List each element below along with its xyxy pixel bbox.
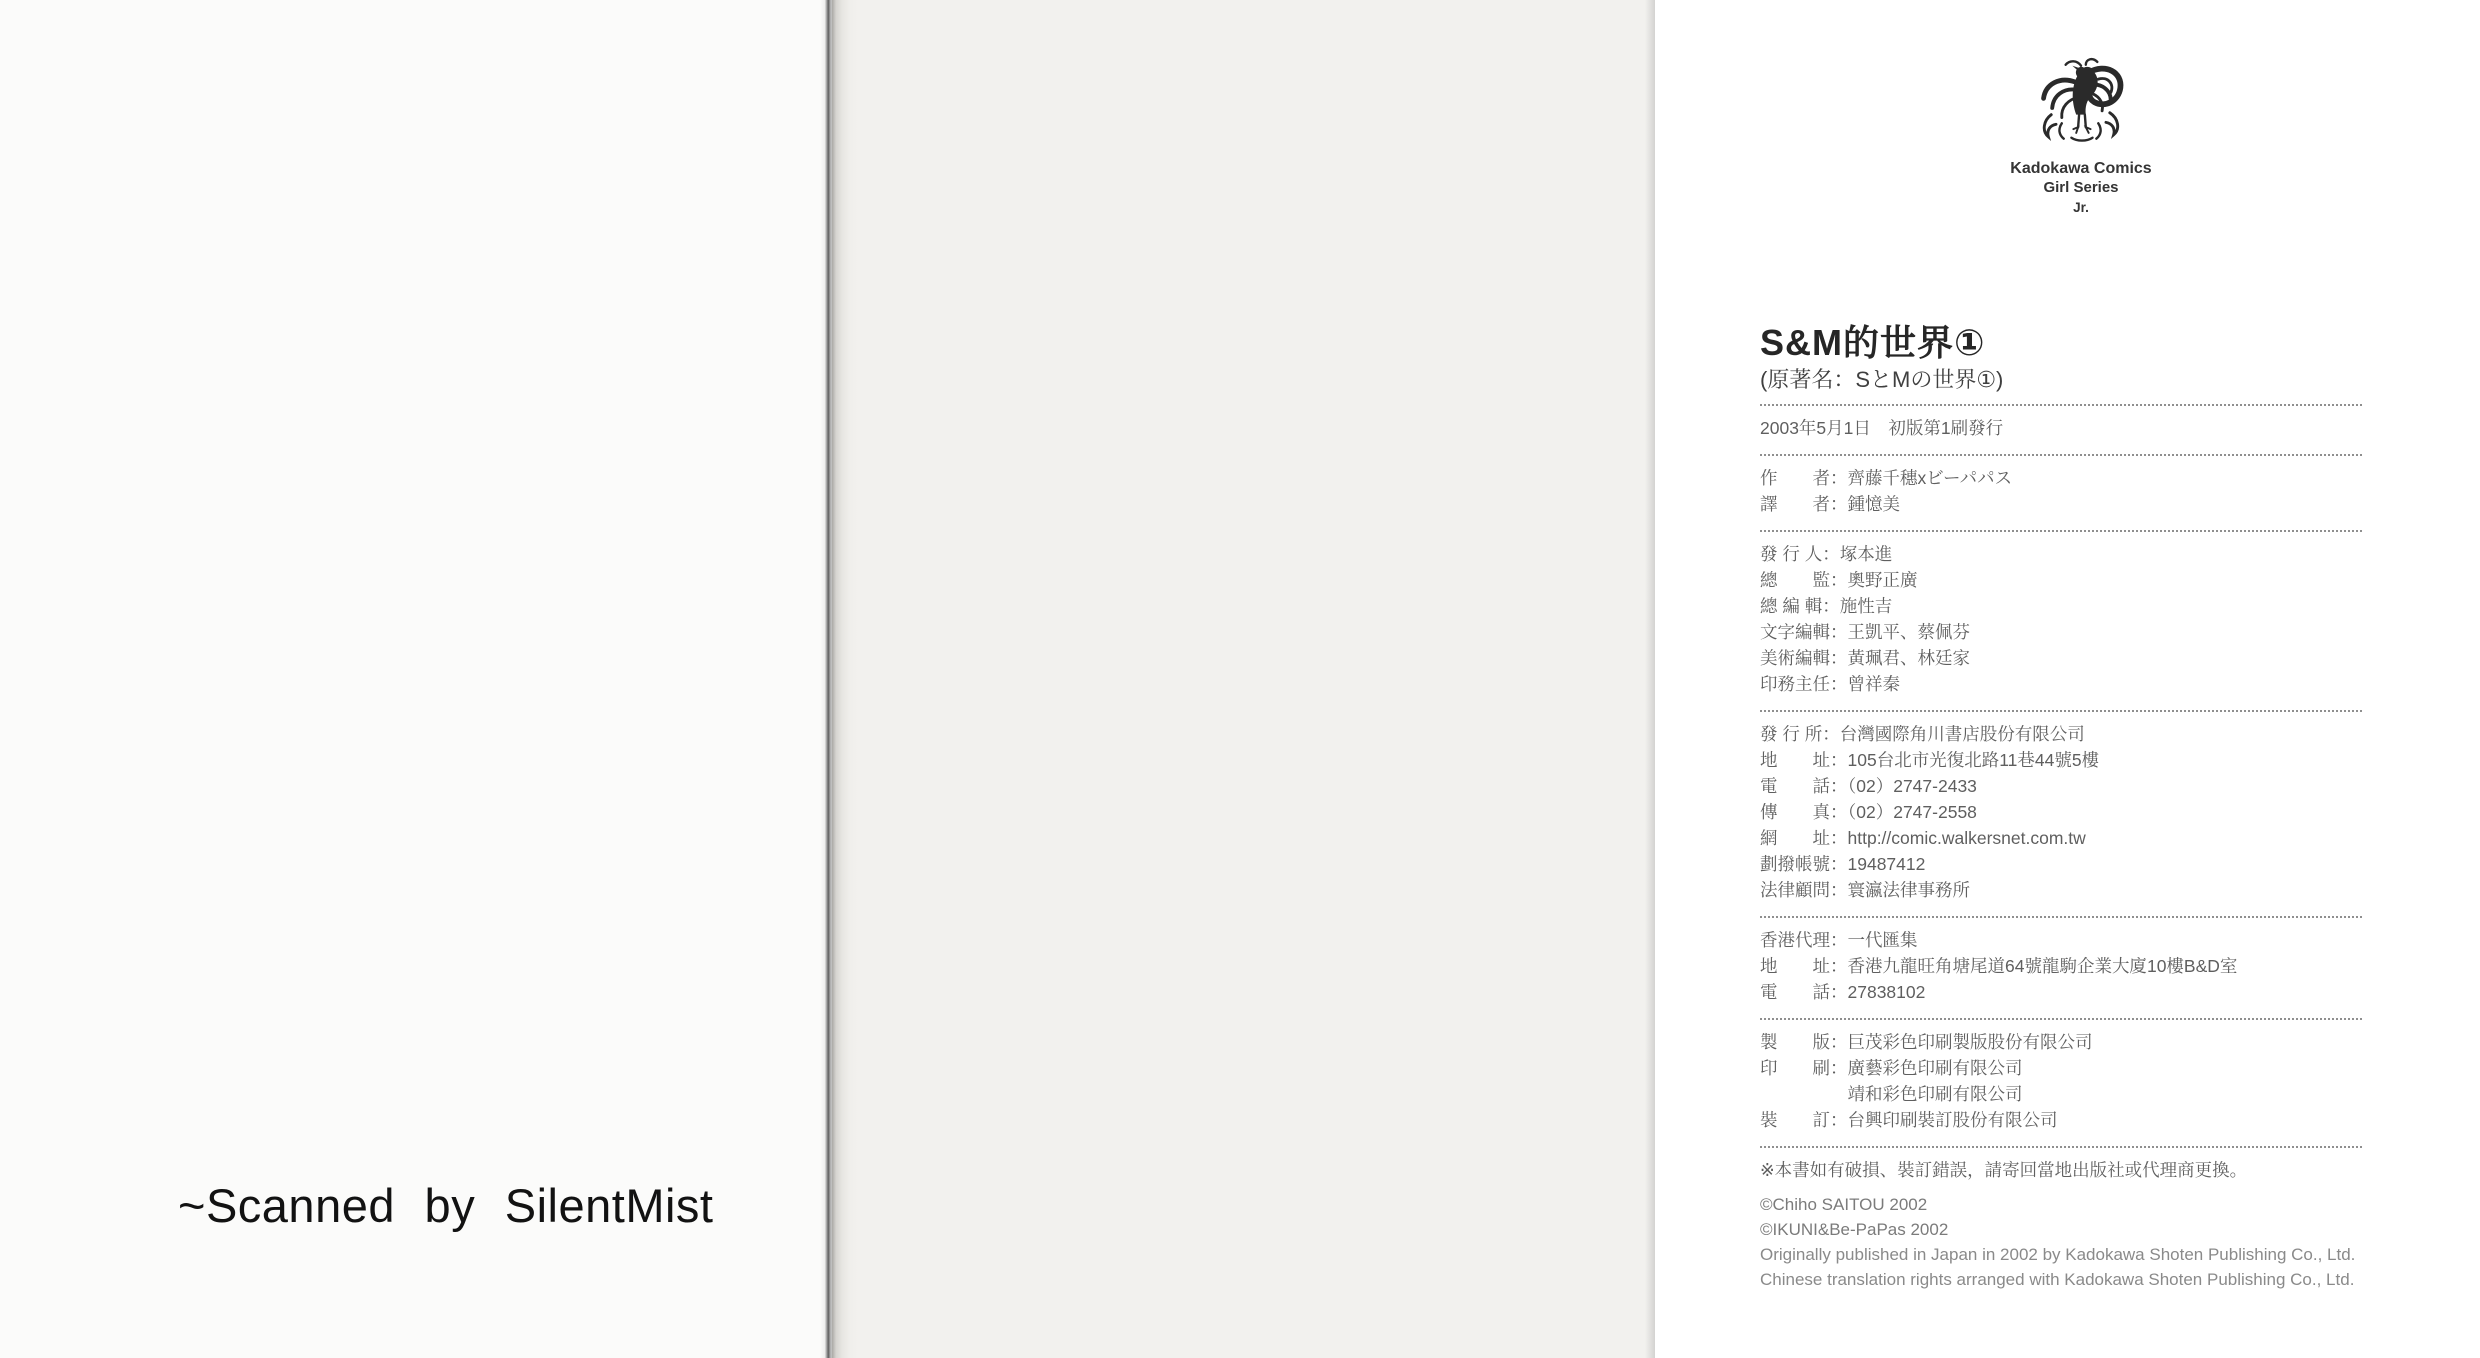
colophon-section bbox=[1760, 719, 2362, 909]
colophon-page bbox=[832, 0, 2356, 1358]
colophon-section bbox=[1760, 1155, 2362, 1189]
text-line: ©Chiho SAITOU 2002 bbox=[1760, 1195, 1928, 1214]
colophon-section bbox=[1760, 413, 2362, 447]
text-line: Jr. bbox=[2073, 200, 2089, 215]
dotted-divider bbox=[1760, 1146, 2362, 1148]
colophon-section bbox=[1760, 1027, 2362, 1139]
dotted-divider bbox=[1760, 454, 2362, 456]
text-line: 文字編輯：王凱平、蔡佩芬 bbox=[1760, 622, 1970, 642]
colophon-sections bbox=[1760, 404, 2362, 1189]
text-line: 傳 真：（02）2747-2558 bbox=[1760, 802, 1977, 822]
text-line: 總 編 輯：施性吉 bbox=[1760, 596, 1893, 616]
text-line: 譯 者：鍾憶美 bbox=[1760, 494, 1900, 514]
book-title: S&M的世界① bbox=[1760, 322, 1986, 363]
text-line: 發 行 所：台灣國際角川書店股份有限公司 bbox=[1760, 724, 2085, 744]
text-line: ©IKUNI&Be-PaPas 2002 bbox=[1760, 1220, 1949, 1239]
colophon-section bbox=[1760, 925, 2362, 1011]
left-blank-page bbox=[0, 0, 826, 1358]
text-line: 香港代理：一代匯集 bbox=[1760, 930, 1918, 950]
text-line: Kadokawa Comics bbox=[2010, 160, 2152, 177]
text-line: 美術編輯：黃珮君、林廷家 bbox=[1760, 648, 1970, 668]
colophon-section bbox=[1760, 539, 2362, 703]
logo-series-text bbox=[1950, 160, 2212, 216]
text-line: 印 刷：廣藝彩色印刷有限公司 bbox=[1760, 1058, 2023, 1078]
text-line: 作 者：齊藤千穗xビーパパス bbox=[1760, 468, 2013, 488]
text-line: ※本書如有破損、裝訂錯誤，請寄回當地出版社或代理商更換。 bbox=[1760, 1160, 2248, 1180]
kadokawa-phoenix-logo-icon bbox=[2033, 58, 2129, 156]
text-line: 發 行 人：塚本進 bbox=[1760, 544, 1893, 564]
scanner-credit-text: ~Scanned by SilentMist bbox=[178, 1179, 714, 1232]
dotted-divider bbox=[1760, 710, 2362, 712]
text-line: Chinese translation rights arranged with Kadokawa Shoten Publishing Co., Ltd. bbox=[1760, 1270, 2355, 1289]
text-line: 地 址：105台北市光復北路11巷44號5樓 bbox=[1760, 750, 2100, 770]
text-line: Originally published in Japan in 2002 by Kadokawa Shoten Publishing Co., Ltd. bbox=[1760, 1245, 2356, 1264]
colophon-section bbox=[1760, 463, 2362, 523]
colophon-block bbox=[1760, 322, 2362, 1189]
copyright-block bbox=[1760, 1192, 2480, 1292]
text-line: 電 話：（02）2747-2433 bbox=[1760, 776, 1977, 796]
text-line: 地 址：香港九龍旺角塘尾道64號龍駒企業大廈10樓B&D室 bbox=[1760, 956, 2238, 976]
text-line: 印務主任：曾祥秦 bbox=[1760, 674, 1900, 694]
publisher-logo-block bbox=[1950, 58, 2212, 216]
original-title: (原著名：SとMの世界①) bbox=[1760, 367, 2004, 392]
text-line: 裝 訂：台興印刷裝訂股份有限公司 bbox=[1760, 1110, 2058, 1130]
dotted-divider bbox=[1760, 1018, 2362, 1020]
text-line: Girl Series bbox=[2043, 179, 2119, 196]
text-line: 靖和彩色印刷有限公司 bbox=[1760, 1084, 2023, 1104]
text-line: 法律顧問：寰瀛法律事務所 bbox=[1760, 880, 1970, 900]
text-line: 2003年5月1日 初版第1刷發行 bbox=[1760, 418, 2004, 438]
text-line: 製 版：巨茂彩色印刷製版股份有限公司 bbox=[1760, 1032, 2093, 1052]
dotted-divider bbox=[1760, 530, 2362, 532]
text-line: 總 監：奧野正廣 bbox=[1760, 570, 1918, 590]
dotted-divider bbox=[1760, 404, 2362, 406]
text-line: 劃撥帳號：19487412 bbox=[1760, 854, 1926, 874]
dotted-divider bbox=[1760, 916, 2362, 918]
text-line: 網 址：http://comic.walkersnet.com.tw bbox=[1760, 828, 2086, 848]
text-line: 電 話：27838102 bbox=[1760, 982, 1926, 1002]
